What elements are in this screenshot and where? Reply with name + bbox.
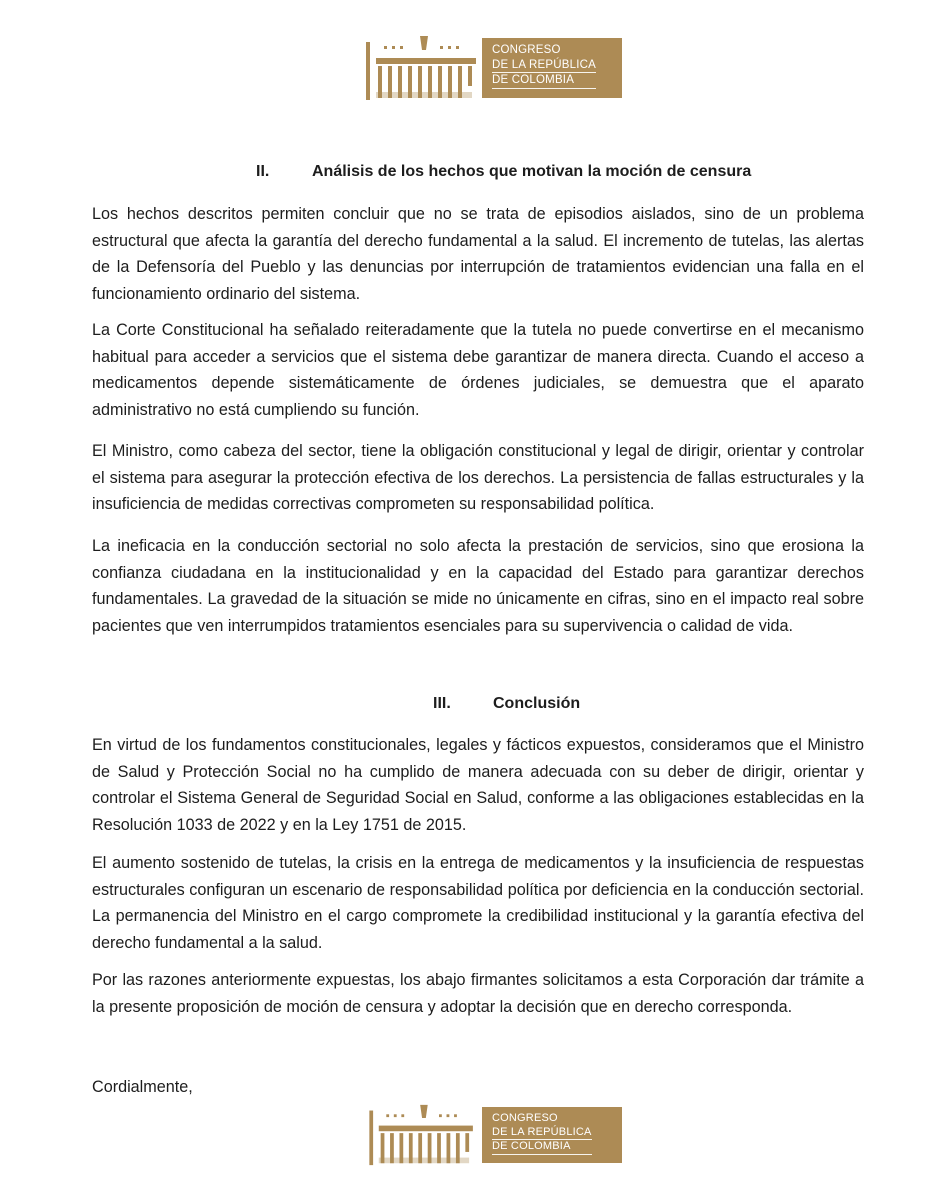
capitol-building-icon — [364, 1103, 482, 1167]
section-2-title: Análisis de los hechos que motivan la moción de censura — [312, 163, 752, 180]
header-logo — [364, 34, 622, 102]
section-2-paragraph-3: El Ministro, como cabeza del sector, tiene la obligación constitucional y legal de dirigir, orientar y controlar el sistema para asegurar la protección efectiva de los derechos. La persistencia de fallas estructurales y la insuficiencia de medidas correctivas comprometen su responsabilidad política. — [92, 442, 864, 513]
section-3-title: Conclusión — [493, 695, 581, 712]
section-3-paragraph-2: El aumento sostenido de tutelas, la crisis en la entrega de medicamentos y la insuficiencia de respuestas estructurales configuran un escenario de responsabilidad política por deficiencia en la conducción sectorial. La permanencia del Ministro en el cargo compromete la credibilidad institucional y la garantía efectiva del derecho fundamental a la salud. — [92, 854, 864, 952]
section-3-number: III. — [433, 695, 451, 712]
logo-line-3: DE COLOMBIA — [492, 1140, 592, 1155]
section-3-paragraph-3: Por las razones anteriormente expuestas, los abajo firmantes solicitamos a esta Corporación dar trámite a la presente proposición de moción de censura y adoptar la decisión que en derecho corresponda. — [92, 971, 864, 1016]
section-2-number: II. — [256, 163, 270, 180]
logo-line-3: DE COLOMBIA — [492, 73, 596, 89]
logo-line-2: DE LA REPÚBLICA — [492, 1126, 592, 1141]
logo-line-1: CONGRESO — [492, 44, 561, 56]
capitol-building-icon — [364, 34, 482, 102]
section-3-paragraph-1: En virtud de los fundamentos constitucionales, legales y fácticos expuestos, consideramos que el Ministro de Salud y Protección Social no ha cumplido de manera adecuada con su deber de dirigir, orientar y controlar el Sistema General de Seguridad Social en Salud, conforme a las obligaciones establecidas en la Resolución 1033 de 2022 y en la Ley 1751 de 2015. — [92, 736, 864, 834]
logo-text-box — [482, 38, 622, 98]
logo-line-1: CONGRESO — [492, 1112, 558, 1124]
logo-line-2: DE LA REPÚBLICA — [492, 58, 596, 74]
logo-text-box — [482, 1107, 622, 1163]
section-2-paragraph-4: La ineficacia en la conducción sectorial no solo afecta la prestación de servicios, sino que erosiona la confianza ciudadana en la institucionalidad y en la capacidad del Estado para garantizar derechos fundamentales. La gravedad de la situación se mide no únicamente en cifras, sino en el impacto real sobre pacientes que ven interrumpidos tratamientos esenciales para su supervivencia o calidad de vida. — [92, 537, 864, 635]
footer-logo — [364, 1103, 622, 1167]
section-2-paragraph-2: La Corte Constitucional ha señalado reiteradamente que la tutela no puede convertirse en el mecanismo habitual para acceder a servicios que el sistema debe garantizar de manera directa. Cuando el acceso a medicamentos depende sistemáticamente de órdenes judiciales, se demuestra que el aparato administrativo no está cumpliendo su función. — [92, 321, 864, 419]
closing-salutation: Cordialmente, — [92, 1078, 193, 1096]
section-2-paragraph-1: Los hechos descritos permiten concluir que no se trata de episodios aislados, sino de un problema estructural que afecta la garantía del derecho fundamental a la salud. El incremento de tutelas, las alertas de la Defensoría del Pueblo y las denuncias por interrupción de tratamientos evidencian una falla en el funcionamiento ordinario del sistema. — [92, 205, 864, 303]
